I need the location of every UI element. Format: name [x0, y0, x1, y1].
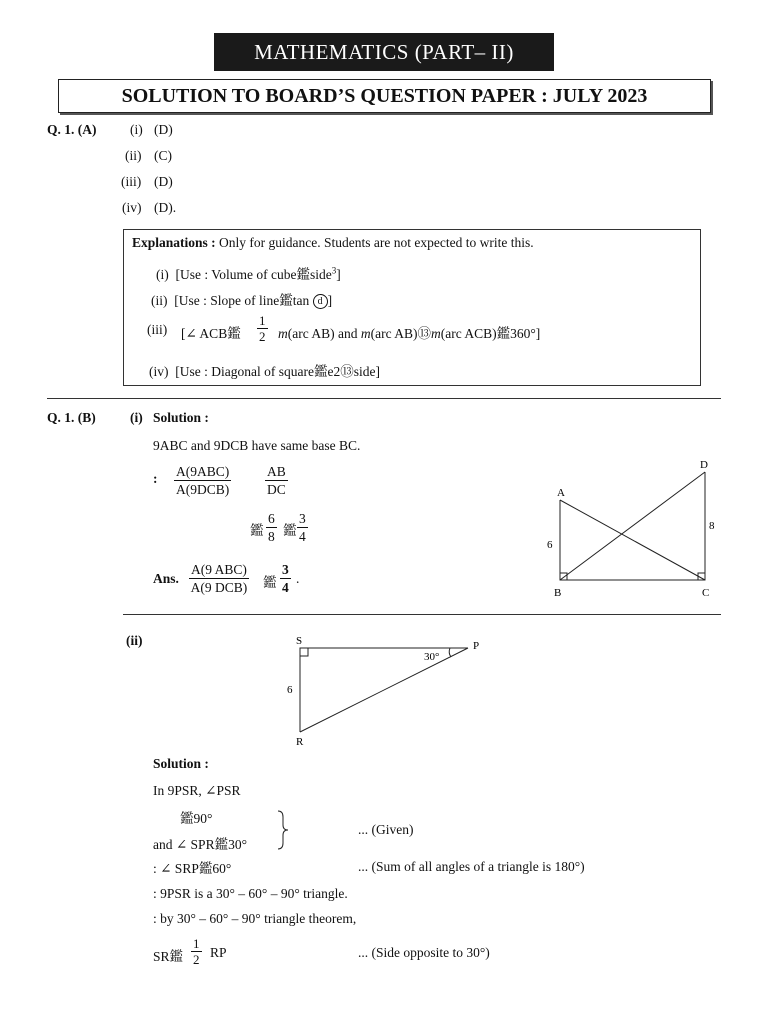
- fraction-denominator: A(9 DCB): [190, 580, 248, 595]
- therefore-symbol: :: [153, 471, 158, 486]
- label-p: P: [473, 640, 480, 652]
- fraction-numerator: AB: [267, 464, 286, 479]
- fraction-six-eighths: [266, 510, 277, 545]
- explanation-sup: 3: [331, 265, 337, 276]
- answer-value: (C): [154, 148, 172, 163]
- explanation-item: [156, 263, 341, 283]
- explanation-text: [Use : Volume of cube鑑side: [175, 267, 332, 282]
- answer-value: (D).: [154, 200, 177, 215]
- answer-label: Ans.: [153, 571, 179, 586]
- label-s: S: [296, 635, 303, 647]
- answer-num: (iii): [121, 174, 142, 189]
- explanation-post: (arc ACB)鑑360°]: [440, 326, 541, 341]
- fraction-numerator: 6: [268, 511, 275, 526]
- right-angle-s: [300, 648, 308, 656]
- explanations-heading: Explanations :: [132, 235, 216, 250]
- answer-value: (D): [154, 122, 173, 137]
- explanation-num: (i): [156, 267, 169, 282]
- circled-letter: d: [313, 294, 328, 309]
- page-subtitle: SOLUTION TO BOARD’S QUESTION PAPER : JULY 2023: [58, 79, 711, 113]
- segment-bd: [560, 472, 705, 580]
- page-title: MATHEMATICS (PART– II): [214, 33, 554, 71]
- explanation-text: [Use : Slope of line鑑tan: [174, 293, 310, 308]
- section-divider: [47, 398, 721, 399]
- fraction-numerator: 1: [259, 313, 266, 328]
- q1a-label: Q. 1. (A): [47, 122, 97, 137]
- var-m: m: [278, 326, 288, 341]
- part-i-label: (i): [130, 410, 143, 425]
- fraction-answer-ratio: [189, 561, 249, 596]
- label-a: A: [557, 487, 565, 499]
- equals-symbol: 鑑: [263, 575, 277, 590]
- solution-line: In 9PSR, ∠PSR: [153, 783, 241, 798]
- explanation-mid2: (arc AB)⑬: [370, 326, 431, 341]
- solution-line: : by 30° – 60° – 90° triangle theorem,: [153, 911, 357, 926]
- side-sr-length: 6: [287, 684, 293, 696]
- fraction-numerator: A(9ABC): [176, 464, 230, 479]
- label-d: D: [700, 459, 708, 471]
- side-ab-length: 6: [547, 539, 553, 551]
- answer-num: (ii): [125, 148, 142, 163]
- fraction-denominator: 8: [268, 529, 275, 544]
- answer-value: (D): [154, 174, 173, 189]
- explanation-item: [151, 289, 332, 309]
- solution-line-pre: SR鑑: [153, 949, 184, 964]
- explanation-end: ]: [336, 267, 341, 282]
- reason-side-opposite: ... (Side opposite to 30°): [358, 945, 490, 960]
- explanation-item: [149, 360, 380, 380]
- angle-p-value: 30°: [424, 651, 440, 663]
- explanation-text: [Use : Diagonal of square鑑e2⑬side]: [175, 364, 380, 379]
- period: .: [296, 571, 300, 586]
- solution-line: : 9PSR is a 30° – 60° – 90° triangle.: [153, 886, 348, 901]
- solution-line: and ∠ SPR鑑30°: [153, 837, 247, 852]
- figure-triangles-abc-dcb: [540, 452, 730, 602]
- fraction-three-fourths: [297, 510, 308, 545]
- fraction-denominator: 4: [299, 529, 306, 544]
- explanations-note: Only for guidance. Students are not expected to write this.: [219, 235, 534, 250]
- solution-line-post: RP: [210, 945, 227, 960]
- solution-line: 9ABC and 9DCB have same base BC.: [153, 438, 361, 453]
- fraction-denominator: 4: [282, 580, 289, 595]
- fraction-denominator: DC: [267, 482, 286, 497]
- fraction-numerator: A(9 ABC): [191, 562, 247, 577]
- q1b-label: Q. 1. (B): [47, 410, 96, 425]
- reason-angle-sum: ... (Sum of all angles of a triangle is 180°): [358, 859, 585, 874]
- fraction-numerator: 3: [282, 562, 289, 577]
- part-ii-label: (ii): [126, 633, 143, 648]
- explanation-mid: (arc AB) and: [287, 326, 361, 341]
- segment-rp: [300, 648, 468, 732]
- explanation-end: ]: [327, 293, 333, 308]
- explanation-rest: [278, 322, 540, 342]
- fraction-numerator: 1: [193, 936, 200, 951]
- solution-heading: Solution :: [153, 756, 209, 771]
- var-m: m: [430, 326, 441, 341]
- explanation-num: (ii): [151, 293, 168, 308]
- reason-given: ... (Given): [358, 822, 414, 837]
- fraction-denominator: 2: [193, 952, 200, 967]
- figure-triangle-psr: [280, 632, 490, 750]
- solution-line: 鑑90°: [180, 811, 213, 826]
- label-c: C: [702, 587, 710, 599]
- explanation-num: (iii): [147, 322, 168, 337]
- label-r: R: [296, 736, 304, 748]
- fraction-denominator: A(9DCB): [176, 482, 230, 497]
- answer-num: (iv): [122, 200, 142, 215]
- part-divider: [123, 614, 721, 615]
- explanation-num: (iv): [149, 364, 169, 379]
- fraction-answer-value: [280, 561, 291, 596]
- label-b: B: [554, 587, 562, 599]
- solution-heading: Solution :: [153, 410, 209, 425]
- solution-line: : ∠ SRP鑑60°: [153, 861, 232, 876]
- fraction-area-ratio: [174, 463, 231, 498]
- fraction-numerator: 3: [299, 511, 306, 526]
- curly-brace: [276, 809, 290, 851]
- equals-symbol: 鑑: [250, 523, 264, 538]
- angle-arc-p: [449, 648, 451, 657]
- side-dc-length: 8: [709, 520, 715, 532]
- var-m: m: [360, 326, 371, 341]
- answer-num: (i): [130, 122, 143, 137]
- explanations-heading-line: [132, 235, 534, 251]
- explanation-pre: [∠ ACB鑑: [181, 326, 241, 341]
- segment-ac: [560, 500, 705, 580]
- fraction-side-ratio: [265, 463, 288, 498]
- equals-symbol: 鑑: [283, 523, 297, 538]
- fraction-half: [257, 313, 268, 344]
- fraction-denominator: 2: [259, 329, 266, 344]
- fraction-half: [191, 936, 202, 967]
